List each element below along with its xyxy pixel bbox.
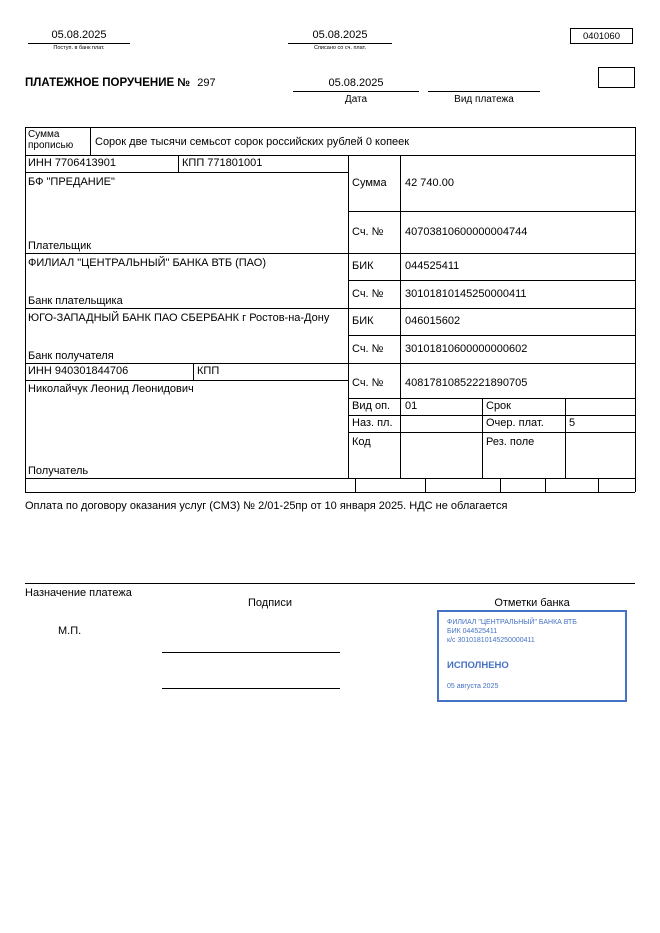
table-border <box>25 172 348 173</box>
doc-number: 297 <box>197 77 216 89</box>
table-border <box>348 398 635 399</box>
received-caption: Поступ. в банк плат. <box>53 45 105 51</box>
table-border <box>25 363 635 364</box>
table-border <box>348 211 635 212</box>
fields-row-divider <box>355 478 356 492</box>
payment-kind-box <box>598 67 635 88</box>
table-border <box>348 432 635 433</box>
table-border <box>25 380 348 381</box>
bank-marks-caption: Отметки банка <box>494 597 570 609</box>
payment-kind-caption: Вид платежа <box>454 94 514 105</box>
amount-value: 42 740.00 <box>405 177 454 189</box>
amount-label: Сумма <box>352 177 387 189</box>
signature-line <box>162 652 340 653</box>
table-border <box>25 127 635 128</box>
payer-name: БФ "ПРЕДАНИЕ" <box>28 176 115 188</box>
purpose-caption: Назначение платежа <box>25 587 132 599</box>
table-border <box>25 308 635 309</box>
payer-kpp: КПП 771801001 <box>182 157 263 169</box>
received-date: 05.08.2025 <box>28 29 130 44</box>
table-border <box>25 492 635 493</box>
recipient-bank-account-label: Сч. № <box>352 343 384 355</box>
code-label: Код <box>352 436 371 448</box>
table-border <box>635 127 636 492</box>
bank-stamp <box>437 610 627 702</box>
recipient-bank-bik: 046015602 <box>405 315 461 327</box>
priority-value: 5 <box>569 417 576 429</box>
table-border <box>400 155 401 478</box>
purpose-text: Оплата по договору оказания услуг (СМЗ) № 2/01-25пр от 10 января 2025. НДС не облагается <box>25 500 508 512</box>
table-border <box>348 415 635 416</box>
payer-inn: ИНН 7706413901 <box>28 157 117 169</box>
table-border <box>25 127 26 492</box>
payment-kind-underline <box>428 91 540 92</box>
signatures-caption: Подписи <box>248 597 292 609</box>
payer-account-label: Сч. № <box>352 226 384 238</box>
fields-row-divider <box>545 478 546 492</box>
recipient-bank-name: ЮГО-ЗАПАДНЫЙ БАНК ПАО СБЕРБАНК г Ростов-на-Дону <box>28 312 330 324</box>
stamp-bik: БИК 044525411 <box>447 628 498 635</box>
op-kind-label: Вид оп. <box>352 400 391 412</box>
form-code-box <box>570 28 633 44</box>
recipient-bank-bik-label: БИК <box>352 315 374 327</box>
debited-date: 05.08.2025 <box>288 29 392 44</box>
op-kind-value: 01 <box>405 400 418 412</box>
payer-bank-account: 30101810145250000411 <box>405 288 527 300</box>
payer-bank-caption: Банк плательщика <box>28 295 123 307</box>
table-border <box>348 335 635 336</box>
signature-line <box>162 688 340 689</box>
doc-title: ПЛАТЕЖНОЕ ПОРУЧЕНИЕ № <box>25 77 191 89</box>
fields-row-divider <box>500 478 501 492</box>
fields-row-divider <box>425 478 426 492</box>
amount-words-label: Сумма прописью <box>28 129 74 151</box>
recipient-inn: ИНН 940301844706 <box>28 365 129 377</box>
doc-date-caption: Дата <box>344 94 368 105</box>
priority-label: Очер. плат. <box>486 417 544 429</box>
table-border <box>482 398 483 478</box>
recipient-kpp-label: КПП <box>197 365 220 377</box>
recipient-account-label: Сч. № <box>352 377 384 389</box>
form-code: 0401060 <box>583 31 620 42</box>
doc-date: 05.08.2025 <box>293 77 419 92</box>
term-label: Срок <box>486 400 511 412</box>
payer-caption: Плательщик <box>28 240 92 252</box>
table-border <box>348 280 635 281</box>
recipient-caption: Получатель <box>28 465 89 477</box>
table-border <box>25 155 635 156</box>
recipient-name: Николайчук Леонид Леонидович <box>28 383 194 395</box>
payer-bank-account-label: Сч. № <box>352 288 384 300</box>
reserve-field-label: Рез. поле <box>486 436 535 448</box>
table-border <box>178 155 179 172</box>
table-border <box>193 363 194 380</box>
table-border <box>348 155 349 478</box>
table-border <box>90 127 91 155</box>
table-border <box>565 398 566 478</box>
table-border <box>25 478 635 479</box>
payer-bank-bik: 044525411 <box>405 260 460 272</box>
stamp-place-label: М.П. <box>58 625 82 637</box>
payer-bank-bik-label: БИК <box>352 260 374 272</box>
fields-row-divider <box>598 478 599 492</box>
payer-account: 40703810600000004744 <box>405 226 528 238</box>
recipient-account: 40817810852221890705 <box>405 377 528 389</box>
stamp-corr-account: к/с 30101810145250000411 <box>447 637 535 644</box>
stamp-bank-name: ФИЛИАЛ "ЦЕНТРАЛЬНЫЙ" БАНКА ВТБ <box>447 619 577 626</box>
stamp-date: 05 августа 2025 <box>447 683 499 690</box>
table-border <box>25 253 635 254</box>
recipient-bank-caption: Банк получателя <box>28 350 114 362</box>
recipient-bank-account: 30101810600000000602 <box>405 343 528 355</box>
payer-bank-name: ФИЛИАЛ "ЦЕНТРАЛЬНЫЙ" БАНКА ВТБ (ПАО) <box>28 257 266 269</box>
purpose-separator-line <box>25 583 635 584</box>
doc-title-row <box>25 77 216 89</box>
debited-caption: Списано со сч. плат. <box>313 45 367 51</box>
stamp-status: ИСПОЛНЕНО <box>447 660 509 671</box>
payment-purpose-code-label: Наз. пл. <box>352 417 393 429</box>
amount-words-value: Сорок две тысячи семьсот сорок российских рублей 0 копеек <box>95 136 410 148</box>
